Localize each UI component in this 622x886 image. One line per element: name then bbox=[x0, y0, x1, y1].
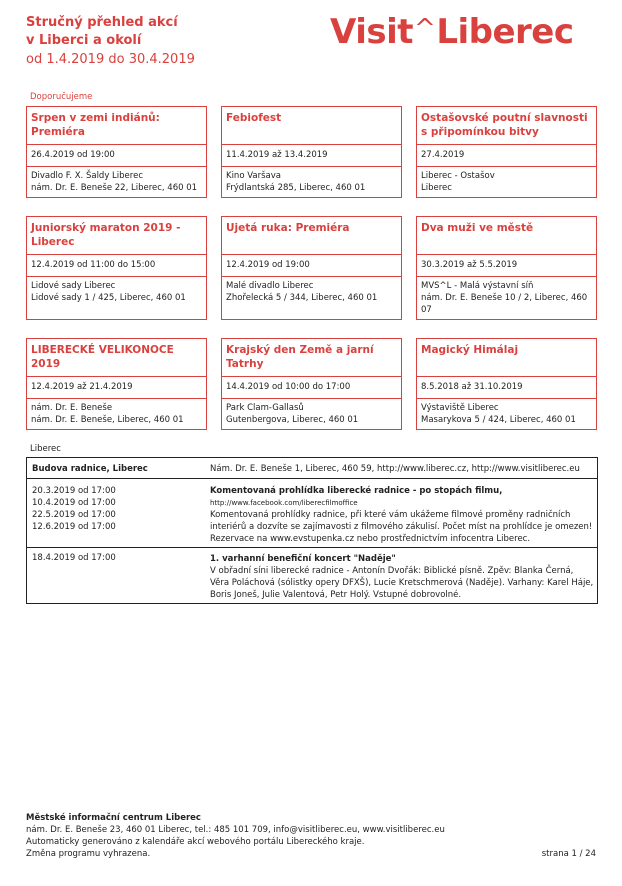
event-title: Srpen v zemi indiánů: Premiéra bbox=[27, 107, 206, 145]
logo-part-2: Liberec bbox=[436, 12, 574, 52]
event-date: 27.4.2019 bbox=[417, 145, 596, 167]
event-venue: Výstaviště Liberec bbox=[421, 403, 499, 413]
event-venue: MVS^L - Malá výstavní síň bbox=[421, 281, 534, 291]
event-title: 1. varhanní benefiční koncert "Naděje" bbox=[210, 554, 396, 564]
event-date: 12.4.2019 až 21.4.2019 bbox=[27, 377, 206, 399]
footer bbox=[26, 812, 598, 860]
event-card bbox=[221, 338, 402, 430]
date-range: od 1.4.2019 do 30.4.2019 bbox=[26, 52, 195, 67]
footer-contact: nám. Dr. E. Beneše 23, 460 01 Liberec, tel.: 485 101 709, info@visitliberec.eu, www.visitliberec.eu bbox=[26, 825, 445, 835]
event-title: LIBERECKÉ VELIKONOCE 2019 bbox=[27, 339, 206, 377]
event-venue: Park Clam-Gallasů bbox=[226, 403, 304, 413]
event-description: V obřadní síni liberecké radnice - Antonín Dvořák: Biblické písně. Zpěv: Blanka Černá, Věra Poláchová (sólistky opery DFXŠ), Lucie Kretschmerová (Naděje). Varhany: Karel Háje, Boris Joneš, Julie Valentová, Petr Holý. Vstupné dobrovolné. bbox=[210, 566, 594, 600]
event-address: Lidové sady 1 / 425, Liberec, 460 01 bbox=[31, 293, 186, 303]
event-link[interactable]: http://www.facebook.com/liberecfilmoffice bbox=[210, 499, 358, 507]
event-card bbox=[26, 216, 207, 320]
event-place bbox=[222, 399, 401, 430]
event-card bbox=[221, 216, 402, 320]
event-date: 12.4.2019 od 19:00 bbox=[222, 255, 401, 277]
liberec-events-table bbox=[26, 457, 598, 604]
event-place bbox=[222, 167, 401, 198]
document-title bbox=[26, 14, 306, 69]
event-address: nám. Dr. E. Beneše 22, Liberec, 460 01 bbox=[31, 183, 198, 193]
event-address: Liberec bbox=[421, 183, 452, 193]
event-address: nám. Dr. E. Beneše 10 / 2, Liberec, 460 07 bbox=[421, 293, 588, 315]
event-title: Ujetá ruka: Premiéra bbox=[222, 217, 401, 255]
footer-org-name: Městské informační centrum Liberec bbox=[26, 813, 201, 823]
event-date: 18.4.2019 od 17:00 bbox=[32, 553, 116, 563]
event-dates-list bbox=[32, 485, 116, 533]
event-detail bbox=[210, 553, 595, 601]
divider bbox=[27, 547, 597, 548]
event-venue: Malé divadlo Liberec bbox=[226, 281, 314, 291]
event-address: Masarykova 5 / 424, Liberec, 460 01 bbox=[421, 415, 576, 425]
event-place bbox=[417, 277, 596, 320]
liberec-section-label: Liberec bbox=[30, 444, 61, 454]
event-detail bbox=[210, 485, 595, 545]
venue-name: Budova radnice, Liberec bbox=[32, 464, 148, 474]
event-place bbox=[417, 399, 596, 430]
event-place bbox=[222, 277, 401, 308]
divider bbox=[27, 478, 597, 479]
event-title: Ostašovské poutní slavnosti s připomínkou bitvy bbox=[417, 107, 596, 145]
event-venue: Lidové sady Liberec bbox=[31, 281, 116, 291]
title-line-2: v Liberci a okolí bbox=[26, 33, 142, 48]
event-title: Juniorský maraton 2019 - Liberec bbox=[27, 217, 206, 255]
event-date: 12.6.2019 od 17:00 bbox=[32, 522, 116, 532]
logo-part-1: Visit bbox=[330, 12, 414, 52]
event-place bbox=[417, 167, 596, 198]
event-venue: Liberec - Ostašov bbox=[421, 171, 495, 181]
recommended-label: Doporučujeme bbox=[30, 92, 93, 102]
event-address: Zhořelecká 5 / 344, Liberec, 460 01 bbox=[226, 293, 378, 303]
event-title: Dva muži ve městě bbox=[417, 217, 596, 255]
event-date: 26.4.2019 od 19:00 bbox=[27, 145, 206, 167]
event-card bbox=[416, 106, 597, 198]
event-date: 14.4.2019 od 10:00 do 17:00 bbox=[222, 377, 401, 399]
event-title: Magický Himálaj bbox=[417, 339, 596, 377]
title-line-1: Stručný přehled akcí bbox=[26, 15, 178, 30]
event-date: 8.5.2018 až 31.10.2019 bbox=[417, 377, 596, 399]
event-title: Komentovaná prohlídka liberecké radnice - po stopách filmu, bbox=[210, 486, 503, 496]
event-venue: Divadlo F. X. Šaldy Liberec bbox=[31, 171, 143, 181]
event-place bbox=[27, 167, 206, 198]
logo-caret: ^ bbox=[414, 14, 436, 44]
event-card bbox=[416, 216, 597, 320]
event-title: Krajský den Země a jarní Tatrhy bbox=[222, 339, 401, 377]
event-address: nám. Dr. E. Beneše, Liberec, 460 01 bbox=[31, 415, 184, 425]
event-place bbox=[27, 399, 206, 430]
event-address: Frýdlantská 285, Liberec, 460 01 bbox=[226, 183, 366, 193]
event-date: 11.4.2019 až 13.4.2019 bbox=[222, 145, 401, 167]
event-date: 22.5.2019 od 17:00 bbox=[32, 510, 116, 520]
event-place bbox=[27, 277, 206, 308]
event-card bbox=[221, 106, 402, 198]
event-description: Komentovaná prohlídky radnice, při které vám ukážeme filmové proměny radničních interiérů a dozvíte se zajímavosti z filmového zákulisí. Počet míst na prohlídce je omezen! Rezervace na www.evstupenka.cz nebo prostřednictvím infocentra Liberec. bbox=[210, 510, 593, 544]
event-date: 20.3.2019 od 17:00 bbox=[32, 486, 116, 496]
event-date: 12.4.2019 od 11:00 do 15:00 bbox=[27, 255, 206, 277]
event-date: 10.4.2019 od 17:00 bbox=[32, 498, 116, 508]
event-card bbox=[26, 106, 207, 198]
event-address: Gutenbergova, Liberec, 460 01 bbox=[226, 415, 359, 425]
event-venue: nám. Dr. E. Beneše bbox=[31, 403, 113, 413]
venue-address: Nám. Dr. E. Beneše 1, Liberec, 460 59, http://www.liberec.cz, http://www.visitliberec.eu bbox=[210, 464, 580, 474]
footer-note: Změna programu vyhrazena. bbox=[26, 849, 151, 859]
page-number: strana 1 / 24 bbox=[541, 849, 596, 859]
event-date: 30.3.2019 až 5.5.2019 bbox=[417, 255, 596, 277]
event-venue: Kino Varšava bbox=[226, 171, 281, 181]
event-card bbox=[416, 338, 597, 430]
visit-liberec-logo bbox=[330, 12, 574, 55]
event-title: Febiofest bbox=[222, 107, 401, 145]
footer-note: Automaticky generováno z kalendáře akcí webového portálu Libereckého kraje. bbox=[26, 837, 365, 847]
event-card bbox=[26, 338, 207, 430]
